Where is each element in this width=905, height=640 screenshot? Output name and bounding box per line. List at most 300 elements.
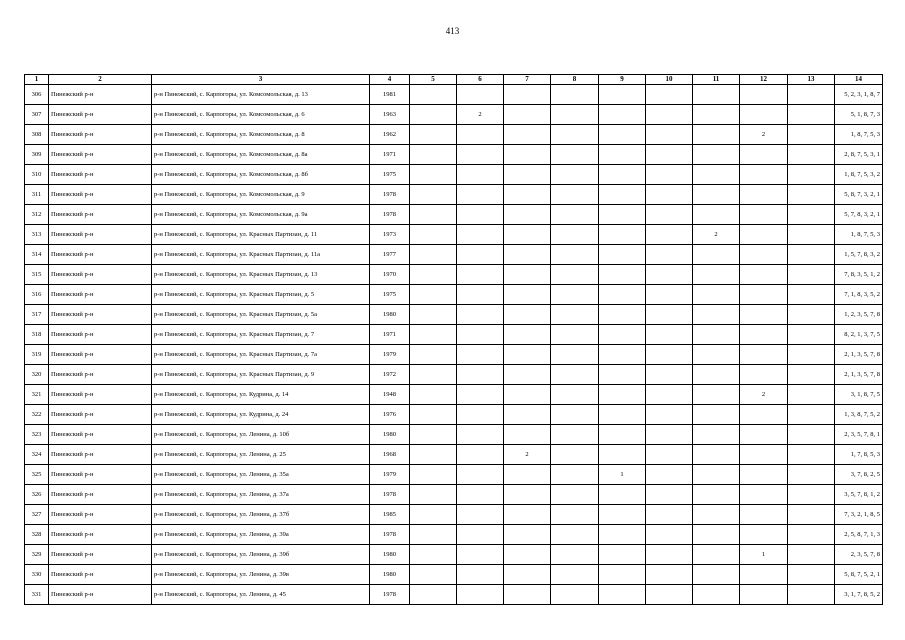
col13-cell [788, 85, 835, 105]
year-cell: 1980 [370, 545, 410, 565]
district-cell: Пинежский р-н [49, 125, 152, 145]
row-number: 307 [25, 105, 49, 125]
col9-cell [599, 525, 646, 545]
table-row [25, 405, 883, 425]
district-cell: Пинежский р-н [49, 525, 152, 545]
col12-cell [740, 305, 788, 325]
table-row [25, 245, 883, 265]
col6-cell [457, 145, 504, 165]
table-row [25, 305, 883, 325]
year-cell: 1975 [370, 285, 410, 305]
table-row [25, 205, 883, 225]
col9-cell [599, 505, 646, 525]
col12-cell [740, 585, 788, 605]
table-row [25, 105, 883, 125]
codes-cell: 1, 7, 8, 5, 3 [835, 445, 883, 465]
col8-cell [551, 285, 599, 305]
codes-cell: 1, 3, 8, 7, 5, 2 [835, 405, 883, 425]
row-number: 309 [25, 145, 49, 165]
table-row [25, 465, 883, 485]
district-cell: Пинежский р-н [49, 545, 152, 565]
column-header: 12 [740, 75, 788, 85]
row-number: 320 [25, 365, 49, 385]
year-cell: 1968 [370, 445, 410, 465]
year-cell: 1980 [370, 425, 410, 445]
col6-cell [457, 425, 504, 445]
row-number: 306 [25, 85, 49, 105]
col5-cell [410, 525, 457, 545]
address-cell: р-н Пинежский, с. Карпогоры, ул. Красных Партизан, д. 11а [152, 245, 370, 265]
col8-cell [551, 365, 599, 385]
col11-cell [693, 105, 740, 125]
col11-cell [693, 145, 740, 165]
col7-cell [504, 405, 551, 425]
col10-cell [646, 385, 693, 405]
row-number: 330 [25, 565, 49, 585]
col6-cell [457, 225, 504, 245]
col5-cell [410, 265, 457, 285]
col12-cell [740, 425, 788, 445]
address-cell: р-н Пинежский, с. Карпогоры, ул. Ленина, д. 25 [152, 445, 370, 465]
col10-cell [646, 85, 693, 105]
district-cell: Пинежский р-н [49, 265, 152, 285]
year-cell: 1979 [370, 465, 410, 485]
col11-cell [693, 85, 740, 105]
col10-cell [646, 505, 693, 525]
address-cell: р-н Пинежский, с. Карпогоры, ул. Комсомольская, д. 8а [152, 145, 370, 165]
codes-cell: 3, 1, 8, 7, 5 [835, 385, 883, 405]
codes-cell: 1, 5, 7, 8, 3, 2 [835, 245, 883, 265]
year-cell: 1978 [370, 205, 410, 225]
col13-cell [788, 585, 835, 605]
col6-cell [457, 505, 504, 525]
col13-cell [788, 105, 835, 125]
col13-cell [788, 485, 835, 505]
col11-cell [693, 565, 740, 585]
address-cell: р-н Пинежский, с. Карпогоры, ул. Комсомольская, д. 8 [152, 125, 370, 145]
col5-cell [410, 285, 457, 305]
col12-cell [740, 205, 788, 225]
codes-cell: 8, 2, 1, 3, 7, 5 [835, 325, 883, 345]
district-cell: Пинежский р-н [49, 405, 152, 425]
col12-cell [740, 285, 788, 305]
codes-cell: 1, 8, 7, 5, 3 [835, 125, 883, 145]
row-number: 313 [25, 225, 49, 245]
col12-cell [740, 85, 788, 105]
district-cell: Пинежский р-н [49, 485, 152, 505]
col7-cell [504, 505, 551, 525]
row-number: 326 [25, 485, 49, 505]
col6-cell [457, 205, 504, 225]
col12-cell: 1 [740, 545, 788, 565]
col8-cell [551, 505, 599, 525]
address-cell: р-н Пинежский, с. Карпогоры, ул. Красных Партизан, д. 7 [152, 325, 370, 345]
col9-cell [599, 225, 646, 245]
col13-cell [788, 465, 835, 485]
col9-cell: 1 [599, 465, 646, 485]
col8-cell [551, 325, 599, 345]
col5-cell [410, 485, 457, 505]
col7-cell [504, 425, 551, 445]
col10-cell [646, 465, 693, 485]
year-cell: 1963 [370, 105, 410, 125]
district-cell: Пинежский р-н [49, 445, 152, 465]
col6-cell [457, 345, 504, 365]
col11-cell [693, 585, 740, 605]
col11-cell [693, 505, 740, 525]
col12-cell [740, 505, 788, 525]
row-number: 322 [25, 405, 49, 425]
codes-cell: 3, 1, 7, 8, 5, 2 [835, 585, 883, 605]
col8-cell [551, 205, 599, 225]
col5-cell [410, 225, 457, 245]
address-cell: р-н Пинежский, с. Карпогоры, ул. Ленина, д. 37а [152, 485, 370, 505]
district-cell: Пинежский р-н [49, 425, 152, 445]
col11-cell [693, 265, 740, 285]
codes-cell: 1, 8, 7, 5, 3 [835, 225, 883, 245]
col12-cell [740, 345, 788, 365]
row-number: 310 [25, 165, 49, 185]
codes-cell: 5, 8, 7, 5, 2, 1 [835, 565, 883, 585]
address-cell: р-н Пинежский, с. Карпогоры, ул. Комсомольская, д. 13 [152, 85, 370, 105]
col10-cell [646, 525, 693, 545]
col13-cell [788, 565, 835, 585]
col6-cell [457, 445, 504, 465]
col10-cell [646, 305, 693, 325]
col5-cell [410, 145, 457, 165]
col13-cell [788, 365, 835, 385]
column-header: 13 [788, 75, 835, 85]
year-cell: 1971 [370, 325, 410, 345]
col5-cell [410, 465, 457, 485]
col12-cell: 2 [740, 125, 788, 145]
col6-cell [457, 565, 504, 585]
codes-cell: 3, 5, 7, 8, 1, 2 [835, 485, 883, 505]
col7-cell [504, 525, 551, 545]
col10-cell [646, 545, 693, 565]
column-header: 5 [410, 75, 457, 85]
col11-cell [693, 485, 740, 505]
col12-cell [740, 445, 788, 465]
column-header: 9 [599, 75, 646, 85]
district-cell: Пинежский р-н [49, 305, 152, 325]
col13-cell [788, 385, 835, 405]
col6-cell [457, 405, 504, 425]
col11-cell [693, 165, 740, 185]
table-row [25, 585, 883, 605]
codes-cell: 3, 7, 8, 2, 5 [835, 465, 883, 485]
col10-cell [646, 445, 693, 465]
col8-cell [551, 265, 599, 285]
table-row [25, 425, 883, 445]
table-row [25, 565, 883, 585]
col13-cell [788, 205, 835, 225]
address-cell: р-н Пинежский, с. Карпогоры, ул. Ленина, д. 35а [152, 465, 370, 485]
col6-cell [457, 285, 504, 305]
col8-cell [551, 485, 599, 505]
col6-cell: 2 [457, 105, 504, 125]
housing-register-table [24, 74, 883, 605]
col9-cell [599, 405, 646, 425]
col6-cell [457, 385, 504, 405]
col8-cell [551, 165, 599, 185]
col9-cell [599, 125, 646, 145]
col7-cell [504, 545, 551, 565]
address-cell: р-н Пинежский, с. Карпогоры, ул. Комсомольская, д. 9а [152, 205, 370, 225]
col12-cell: 2 [740, 385, 788, 405]
column-header: 1 [25, 75, 49, 85]
col11-cell [693, 345, 740, 365]
col5-cell [410, 405, 457, 425]
col8-cell [551, 585, 599, 605]
district-cell: Пинежский р-н [49, 365, 152, 385]
col5-cell [410, 385, 457, 405]
row-number: 328 [25, 525, 49, 545]
col12-cell [740, 405, 788, 425]
col13-cell [788, 265, 835, 285]
row-number: 321 [25, 385, 49, 405]
col7-cell [504, 565, 551, 585]
address-cell: р-н Пинежский, с. Карпогоры, ул. Ленина, д. 10б [152, 425, 370, 445]
column-header: 8 [551, 75, 599, 85]
col12-cell [740, 225, 788, 245]
codes-cell: 2, 5, 8, 7, 1, 3 [835, 525, 883, 545]
col13-cell [788, 505, 835, 525]
col11-cell [693, 385, 740, 405]
table-row [25, 545, 883, 565]
year-cell: 1978 [370, 525, 410, 545]
col8-cell [551, 445, 599, 465]
col13-cell [788, 285, 835, 305]
col8-cell [551, 125, 599, 145]
col7-cell: 2 [504, 445, 551, 465]
col5-cell [410, 165, 457, 185]
address-cell: р-н Пинежский, с. Карпогоры, ул. Красных Партизан, д. 9 [152, 365, 370, 385]
col12-cell [740, 185, 788, 205]
col11-cell [693, 205, 740, 225]
district-cell: Пинежский р-н [49, 565, 152, 585]
col12-cell [740, 525, 788, 545]
col10-cell [646, 265, 693, 285]
address-cell: р-н Пинежский, с. Карпогоры, ул. Ленина, д. 45 [152, 585, 370, 605]
year-cell: 1976 [370, 405, 410, 425]
codes-cell: 2, 1, 3, 5, 7, 8 [835, 365, 883, 385]
district-cell: Пинежский р-н [49, 105, 152, 125]
col6-cell [457, 245, 504, 265]
codes-cell: 2, 8, 7, 5, 3, 1 [835, 145, 883, 165]
address-cell: р-н Пинежский, с. Карпогоры, ул. Комсомольская, д. 8б [152, 165, 370, 185]
page-number: 413 [445, 26, 460, 36]
address-cell: р-н Пинежский, с. Карпогоры, ул. Кудрина, д. 24 [152, 405, 370, 425]
table-row [25, 185, 883, 205]
row-number: 311 [25, 185, 49, 205]
col7-cell [504, 165, 551, 185]
col12-cell [740, 465, 788, 485]
col6-cell [457, 485, 504, 505]
col5-cell [410, 205, 457, 225]
col5-cell [410, 85, 457, 105]
col8-cell [551, 405, 599, 425]
col11-cell [693, 285, 740, 305]
district-cell: Пинежский р-н [49, 385, 152, 405]
col10-cell [646, 325, 693, 345]
col7-cell [504, 305, 551, 325]
col13-cell [788, 185, 835, 205]
col9-cell [599, 545, 646, 565]
column-header: 11 [693, 75, 740, 85]
col13-cell [788, 445, 835, 465]
col12-cell [740, 265, 788, 285]
address-cell: р-н Пинежский, с. Карпогоры, ул. Ленина, д. 39в [152, 565, 370, 585]
col9-cell [599, 425, 646, 445]
col8-cell [551, 185, 599, 205]
row-number: 312 [25, 205, 49, 225]
codes-cell: 7, 1, 8, 3, 5, 2 [835, 285, 883, 305]
address-cell: р-н Пинежский, с. Карпогоры, ул. Ленина, д. 39б [152, 545, 370, 565]
col9-cell [599, 105, 646, 125]
table-row [25, 525, 883, 545]
col7-cell [504, 325, 551, 345]
district-cell: Пинежский р-н [49, 345, 152, 365]
table-row [25, 145, 883, 165]
col7-cell [504, 365, 551, 385]
codes-cell: 2, 3, 5, 7, 8 [835, 545, 883, 565]
col12-cell [740, 325, 788, 345]
year-cell: 1973 [370, 225, 410, 245]
col11-cell [693, 245, 740, 265]
year-cell: 1978 [370, 185, 410, 205]
table-row [25, 445, 883, 465]
col8-cell [551, 565, 599, 585]
col10-cell [646, 205, 693, 225]
district-cell: Пинежский р-н [49, 325, 152, 345]
year-cell: 1971 [370, 145, 410, 165]
district-cell: Пинежский р-н [49, 465, 152, 485]
col9-cell [599, 245, 646, 265]
col11-cell [693, 445, 740, 465]
column-header: 7 [504, 75, 551, 85]
row-number: 324 [25, 445, 49, 465]
col10-cell [646, 125, 693, 145]
row-number: 319 [25, 345, 49, 365]
header-row [25, 75, 883, 85]
column-header: 3 [152, 75, 370, 85]
col9-cell [599, 485, 646, 505]
year-cell: 1975 [370, 165, 410, 185]
codes-cell: 1, 8, 7, 5, 3, 2 [835, 165, 883, 185]
address-cell: р-н Пинежский, с. Карпогоры, ул. Ленина, д. 37б [152, 505, 370, 525]
col7-cell [504, 145, 551, 165]
year-cell: 1977 [370, 245, 410, 265]
col6-cell [457, 465, 504, 485]
col13-cell [788, 325, 835, 345]
col7-cell [504, 125, 551, 145]
codes-cell: 5, 7, 8, 3, 2, 1 [835, 205, 883, 225]
district-cell: Пинежский р-н [49, 225, 152, 245]
col10-cell [646, 425, 693, 445]
district-cell: Пинежский р-н [49, 165, 152, 185]
col5-cell [410, 505, 457, 525]
col7-cell [504, 585, 551, 605]
col5-cell [410, 585, 457, 605]
col8-cell [551, 465, 599, 485]
table-body [25, 85, 883, 605]
col6-cell [457, 365, 504, 385]
col10-cell [646, 145, 693, 165]
col11-cell [693, 545, 740, 565]
row-number: 318 [25, 325, 49, 345]
col7-cell [504, 225, 551, 245]
col9-cell [599, 185, 646, 205]
year-cell: 1962 [370, 125, 410, 145]
col8-cell [551, 385, 599, 405]
codes-cell: 7, 3, 2, 1, 8, 5 [835, 505, 883, 525]
col9-cell [599, 165, 646, 185]
year-cell: 1978 [370, 485, 410, 505]
col13-cell [788, 125, 835, 145]
col11-cell [693, 185, 740, 205]
col10-cell [646, 565, 693, 585]
col11-cell [693, 405, 740, 425]
table-row [25, 165, 883, 185]
col7-cell [504, 385, 551, 405]
col11-cell [693, 305, 740, 325]
col9-cell [599, 445, 646, 465]
col6-cell [457, 185, 504, 205]
col6-cell [457, 305, 504, 325]
col11-cell [693, 465, 740, 485]
address-cell: р-н Пинежский, с. Карпогоры, ул. Комсомольская, д. 9 [152, 185, 370, 205]
col10-cell [646, 185, 693, 205]
col7-cell [504, 345, 551, 365]
col5-cell [410, 325, 457, 345]
year-cell: 1979 [370, 345, 410, 365]
year-cell: 1980 [370, 565, 410, 585]
col7-cell [504, 485, 551, 505]
col5-cell [410, 565, 457, 585]
col7-cell [504, 205, 551, 225]
table-row [25, 485, 883, 505]
column-header: 6 [457, 75, 504, 85]
codes-cell: 5, 1, 8, 7, 3 [835, 105, 883, 125]
codes-cell: 2, 1, 3, 5, 7, 8 [835, 345, 883, 365]
col9-cell [599, 265, 646, 285]
col8-cell [551, 145, 599, 165]
year-cell: 1972 [370, 365, 410, 385]
col6-cell [457, 165, 504, 185]
codes-cell: 7, 8, 3, 5, 1, 2 [835, 265, 883, 285]
table-row [25, 285, 883, 305]
col5-cell [410, 305, 457, 325]
codes-cell: 1, 2, 3, 5, 7, 8 [835, 305, 883, 325]
row-number: 315 [25, 265, 49, 285]
col13-cell [788, 225, 835, 245]
col6-cell [457, 525, 504, 545]
row-number: 325 [25, 465, 49, 485]
district-cell: Пинежский р-н [49, 585, 152, 605]
codes-cell: 5, 8, 7, 3, 2, 1 [835, 185, 883, 205]
col13-cell [788, 345, 835, 365]
col10-cell [646, 165, 693, 185]
row-number: 323 [25, 425, 49, 445]
table-row [25, 225, 883, 245]
column-header: 14 [835, 75, 883, 85]
col11-cell [693, 425, 740, 445]
column-header: 4 [370, 75, 410, 85]
row-number: 316 [25, 285, 49, 305]
col5-cell [410, 365, 457, 385]
district-cell: Пинежский р-н [49, 505, 152, 525]
